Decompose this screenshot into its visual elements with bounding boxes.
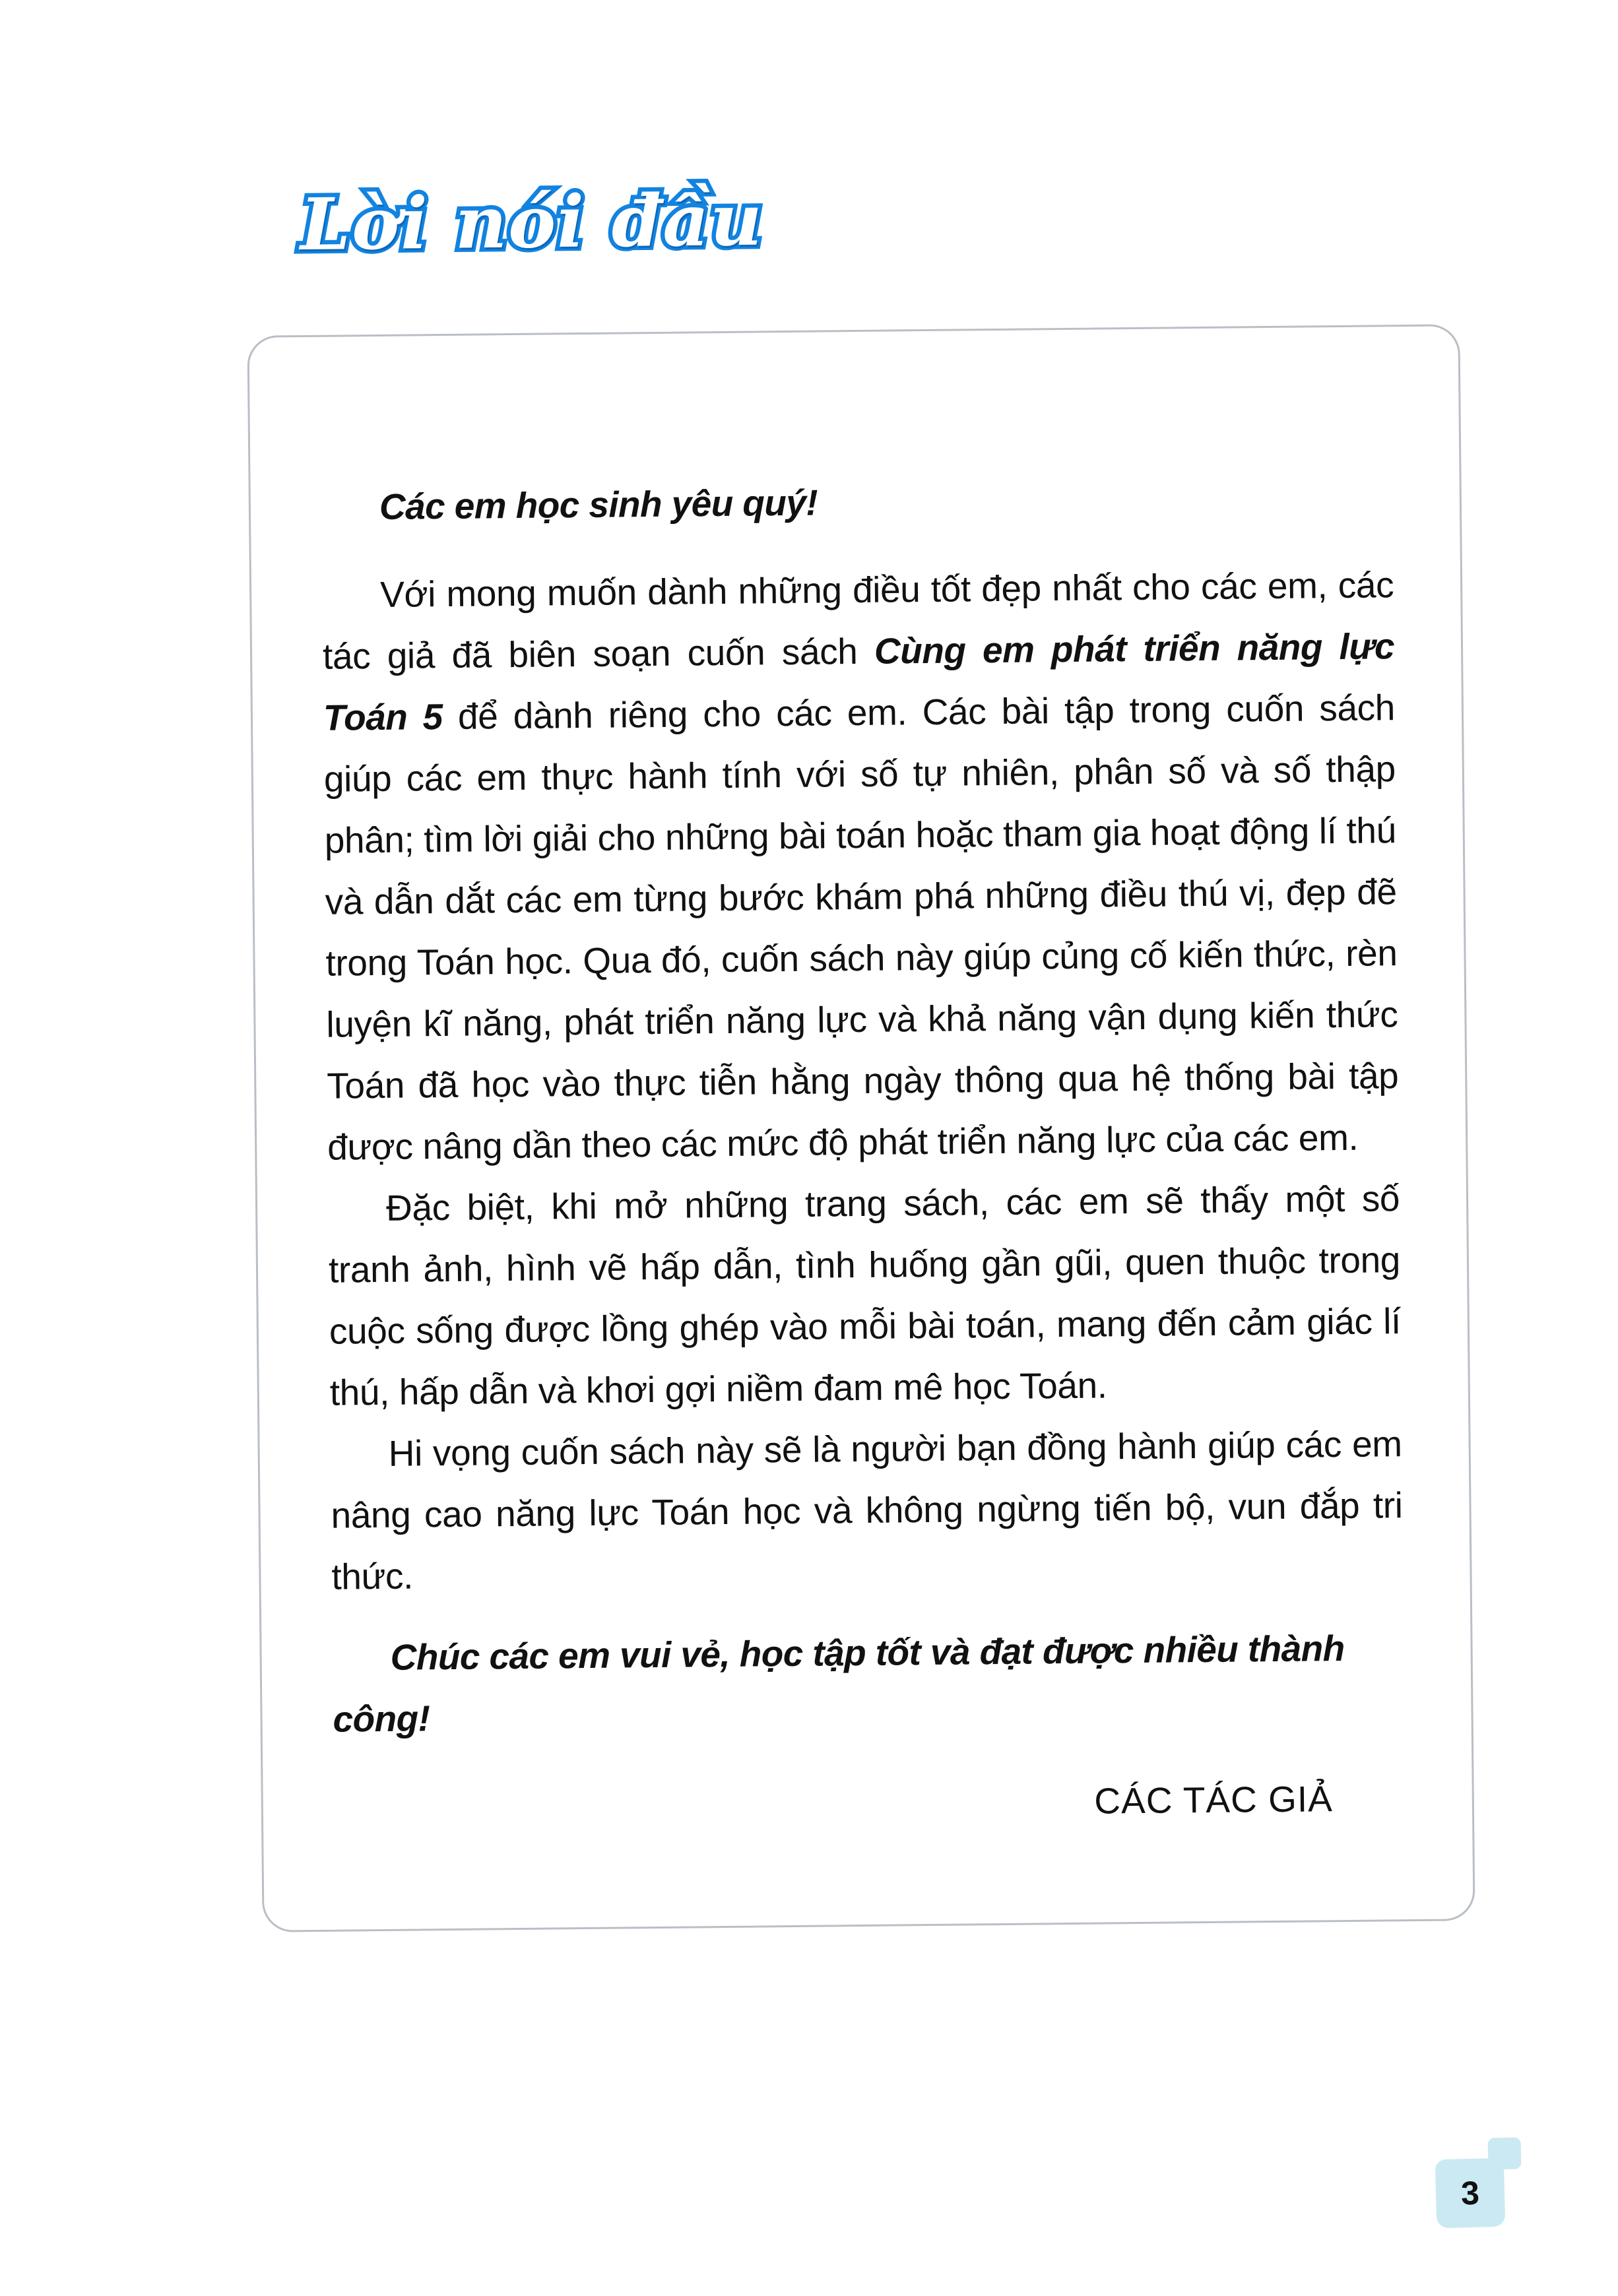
paragraph-1: [322, 554, 1400, 1178]
paragraph-2: Đặc biệt, khi mở những trang sách, các em sẽ thấy một số tranh ảnh, hình vẽ hấp dẫn, tình huống gần gũi, quen thuộc trong cuộc sống được lồng ghép vào mỗi bài toán, mang đến cảm giác lí thú, hấp dẫn và khơi gợi niềm đam mê học Toán.: [328, 1178, 1402, 1413]
page-title-text: Lời nói đầu: [300, 178, 764, 267]
salutation-line: Các em học sinh yêu quý!: [379, 482, 818, 527]
page-number: 3: [1460, 2174, 1480, 2212]
signature-line: CÁC TÁC GIẢ: [1094, 1778, 1334, 1822]
preface-text-column: [321, 466, 1406, 1839]
book-title-emphasis: Cùng em phát triển năng lực Toán 5: [323, 625, 1395, 738]
closing-line: Chúc các em vui vẻ, học tập tốt và đạt được nhiều thành công!: [333, 1628, 1345, 1740]
paragraph-1-part-a: Với mong muốn dành những điều tốt đẹp nhất cho các em, các tác giả đã biên soạn cuốn sách: [322, 564, 1394, 677]
page-title: [300, 178, 764, 267]
paragraph-3: Hi vọng cuốn sách này sẽ là người bạn đồng hành giúp các em nâng cao năng lực Toán học và không ngừng tiến bộ, vun đắp tri thức.: [331, 1423, 1403, 1597]
paragraph-1-part-b: để dành riêng cho các em. Các bài tập trong cuốn sách giúp các em thực hành tính với số tự nhiên, phân số và số thập phân; tìm lời giải cho những bài toán hoặc tham gia hoạt động lí thú và dẫn dắt các em từng bước khám phá những điều thú vị, đẹp đẽ trong Toán học. Qua đó, cuốn sách này giúp củng cố kiến thức, rèn luyện kĩ năng, phát triển năng lực và khả năng vận dụng kiến thức Toán đã học vào thực tiễn hằng ngày thông qua hệ thống bài tập được nâng dần theo các mức độ phát triển năng lực của các em.: [323, 687, 1399, 1168]
preface-text-block: [247, 324, 1475, 1932]
